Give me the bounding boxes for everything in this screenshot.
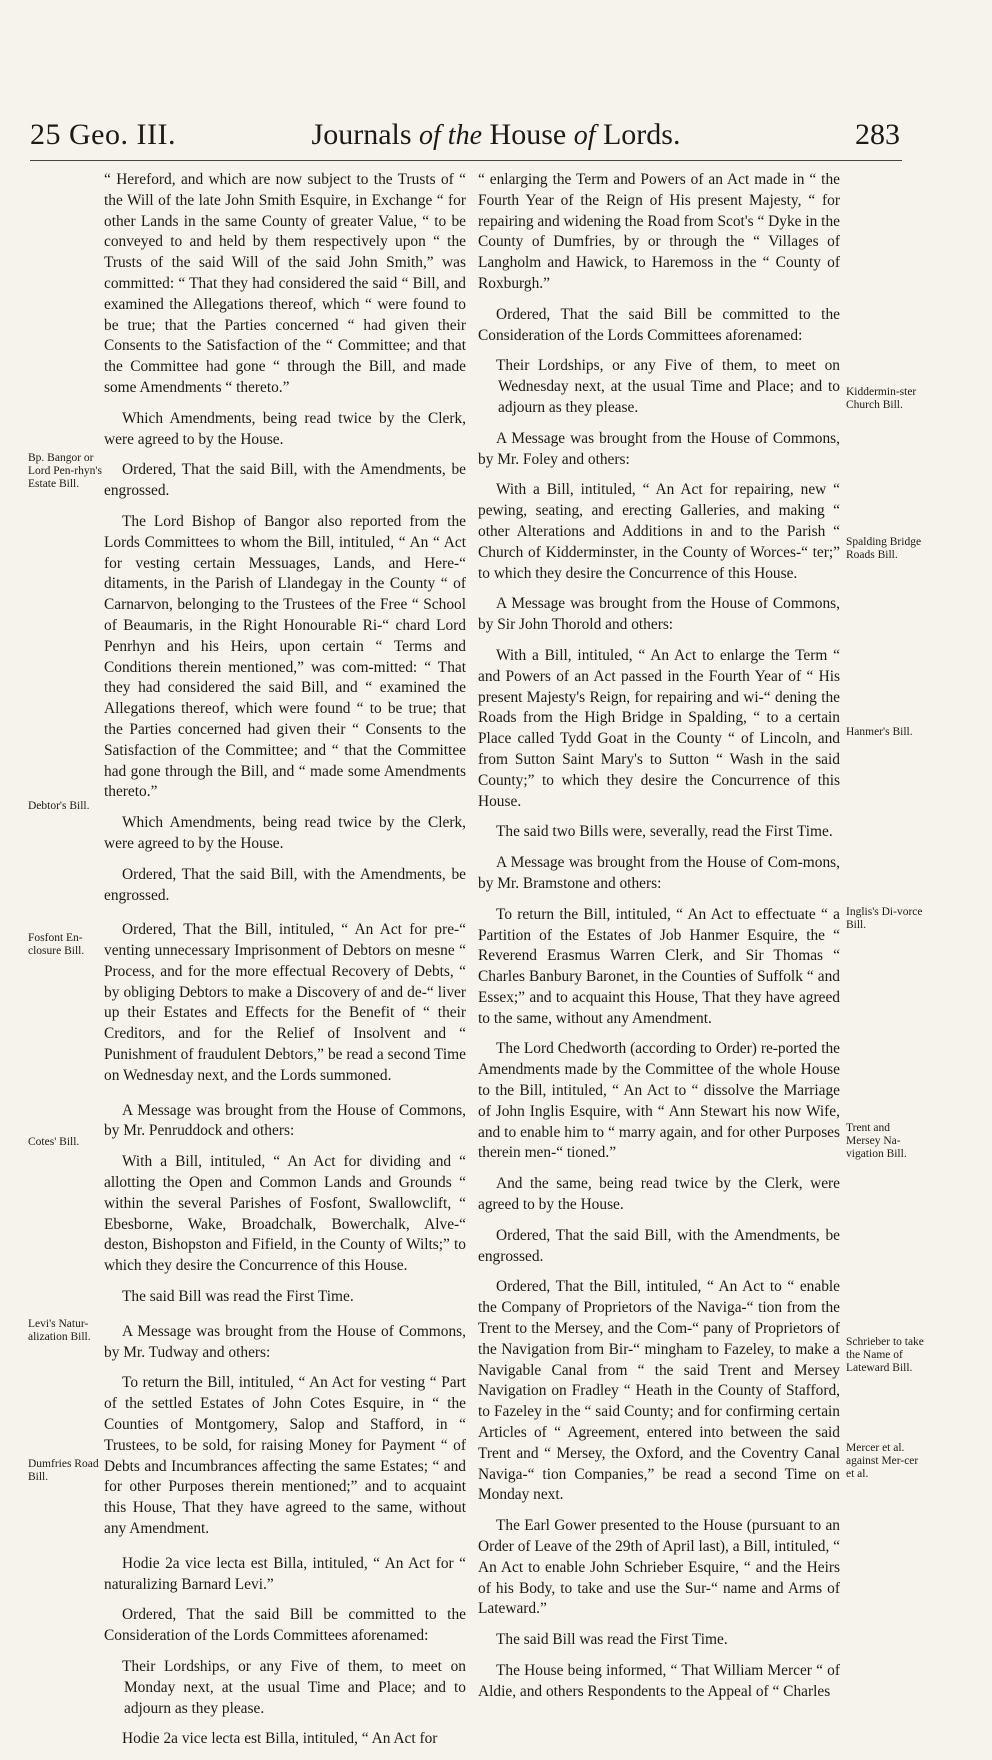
paragraph: The House being informed, “ That William Mercer “ of Aldie, and others Respondents to the Appeal of “ Charles — [478, 1662, 840, 1700]
paragraph: A Message was brought from the House of Commons, by Mr. Foley and others: — [478, 429, 840, 468]
journal-title — [0, 118, 992, 152]
paragraph: A Message was brought from the House of Commons, by Mr. Tudway and others: — [104, 1322, 466, 1361]
margin-note: Debtor's Bill. — [28, 800, 90, 812]
paragraph: Which Amendments, being read twice by the Clerk, were agreed to by the House. — [104, 814, 466, 852]
title-word-journals: Journals — [311, 118, 412, 151]
margin-note: Dumfries Road Bill. — [28, 1458, 99, 1483]
paragraph: With a Bill, intituled, “ An Act to enlarge the Term “ and Powers of an Act passed in the Fourth Year of “ His present Majesty's Reign, for repairing and wi-“ dening the Roads from the High Bridge in Spalding, “ to a certain Place called Tydd Goat in the County “ of Lincoln, and from Sutton Saint Mary's to Sutton “ Wash in the said County;” to which they desire the Concurrence of this House. — [478, 646, 840, 810]
paragraph: With a Bill, intituled, “ An Act for dividing and “ allotting the Open and Common Lands and Grounds “ within the several Parishes of Fosfont, Swallowclift, “ Ebesborne, Wake, Broadchalk, Bowerchalk, Alve-“ deston, Bishopston and Fifield, in the County of Wilts;” to which they desire the Concurrence of this House. — [104, 1153, 466, 1275]
page-header — [0, 118, 992, 158]
paragraph: Ordered, That the said Bill be committed to the Consideration of the Lords Committees aforenamed: — [478, 305, 840, 344]
paragraph: And the same, being read twice by the Clerk, were agreed to by the House. — [478, 1175, 840, 1214]
title-word-house: House — [489, 118, 567, 151]
paragraph: The said two Bills were, severally, read the First Time. — [496, 823, 833, 841]
margin-note: Bp. Bangor or Lord Pen-rhyn's Estate Bill. — [28, 452, 102, 490]
title-word-of: of — [573, 120, 596, 151]
margin-note: Levi's Natur-alization Bill. — [28, 1318, 91, 1343]
title-word-of-the: of the — [419, 120, 483, 151]
paragraph: “ enlarging the Term and Powers of an Act made in “ the Fourth Year of the Reign of His present Majesty, “ for repairing and widening the Road from Scot's “ Dyke in the County of Dumfries, by or through the “ Villages of Langholm and Hawick, to Haremoss in the “ County of Roxburgh.” — [478, 171, 840, 292]
margin-note: Schrieber to take the Name of Lateward Bill. — [846, 1336, 924, 1374]
paragraph: The Lord Bishop of Bangor also reported from the Lords Committees to whom the Bill, intituled, “ An “ Act for vesting certain Messuages, Lands, and Here-“ ditaments, in the Parish of Llandegay in the County “ of Carnarvon, belonging to the Trustees of the Free “ School of Beaumaris, in the Right Honourable Ri-“ chard Lord Penrhyn and his Heirs, upon certain “ Terms and Conditions therein mentioned,” was com-mitted: “ That they had considered the said Bill, and “ examined the Allegations thereof, which were found “ to be true; that the Parties concerned had given their “ Consents to the Satisfaction of the Committee; and “ that the Committee had gone through the Bill, and “ made some Amendments thereto.” — [104, 512, 466, 801]
paragraph: To return the Bill, intituled, “ An Act for vesting “ Part of the settled Estates of John Cotes Esquire, in “ the Counties of Montgomery, Salop and Stafford, in “ Trustees, to be sold, for raising Money for Payment “ of Debts and Incumbrances affecting the same Estates; “ and for other Purposes therein mentioned;” and to acquaint this House, That they have agreed to the same, without any Amendment. — [104, 1374, 466, 1538]
paragraph: Which Amendments, being read twice by the Clerk, were agreed to by the House. — [104, 409, 466, 448]
margin-note: Mercer et al. against Mer-cer et al. — [846, 1442, 919, 1480]
paragraph: A Message was brought from the House of Com-mons, by Mr. Bramstone and others: — [478, 854, 840, 892]
margin-note: Spalding Bridge Roads Bill. — [846, 536, 922, 561]
right-column — [478, 170, 840, 1713]
page-number: 283 — [855, 118, 900, 151]
paragraph: The Earl Gower presented to the House (pursuant to an Order of Leave of the 29th of April last), a Bill, intituled, “ An Act to enable John Schrieber Esquire, “ and the Heirs of his Body, to take and use the Sur-“ name and Arms of Lateward.” — [478, 1517, 841, 1618]
paragraph: Ordered, That the said Bill be committed to the Consideration of the Lords Committees aforenamed: — [104, 1606, 466, 1645]
session-label: 25 Geo. III. — [30, 118, 176, 151]
paragraph: To return the Bill, intituled, “ An Act to effectuate “ a Partition of the Estates of Job Hanmer Esquire, the “ Reverend Erasmus Warren Clerk, and Sir Thomas “ Charles Banbury Baronet, in the Counties of Suffolk “ and Essex;” and to acquaint this House, That they have agreed to the same, without any Amendment. — [478, 905, 840, 1027]
paragraph: Hodie 2a vice lecta est Billa, intituled, “ An Act for — [122, 1730, 438, 1748]
paragraph: The said Bill was read the First Time. — [122, 1288, 354, 1306]
paragraph: Ordered, That the said Bill, with the Amendments, be engrossed. — [104, 461, 466, 500]
margin-note: Trent and Mersey Na-vigation Bill. — [846, 1122, 907, 1160]
paragraph: Ordered, That the said Bill, with the Amendments, be engrossed. — [478, 1226, 840, 1265]
margin-note: Kiddermin-ster Church Bill. — [846, 386, 917, 411]
paragraph: The said Bill was read the First Time. — [496, 1631, 728, 1649]
left-column — [104, 170, 466, 1760]
paragraph: Ordered, That the Bill, intituled, “ An Act to “ enable the Company of Proprietors of the Naviga-“ tion from the Trent to the Mersey, and the Com-“ pany of Proprietors of the Navigation from Bir-“ mingham to Fazeley, to make a Navigable Canal from “ the said Trent and Mersey Navigation on Fradley “ Heath in the County of Stafford, to Fazeley in the “ said County; and for confirming certain Articles of “ Agreement, entered into between the said Trent and “ Mersey, the Oxford, and the Coventry Canal Naviga-“ tion Companies,” be read a second Time on Monday next. — [478, 1278, 840, 1504]
paragraph: Their Lordships, or any Five of them, to meet on Wednesday next, at the usual Time and Place; and to adjourn as they please. — [496, 357, 840, 416]
paragraph: With a Bill, intituled, “ An Act for repairing, new “ pewing, seating, and erecting Galleries, and making “ other Alterations and Additions in and to the Parish “ Church of Kidderminster, in the County of Worces-“ ter;” to which they desire the Concurrence of this House. — [478, 481, 840, 582]
paragraph: Ordered, That the said Bill, with the Amendments, be engrossed. — [104, 865, 466, 904]
paragraph: “ Hereford, and which are now subject to the Trusts of “ the Will of the late John Smith Esquire, in Exchange “ for other Lands in the same County of greater Value, “ to be conveyed to and held by them respectively upon “ the Trusts of the said Will of the said John Smith,” was committed: “ That they had considered the said “ Bill, and examined the Allegations thereof, which “ were found to be true; that the Parties concerned “ had given their Consents to the Satisfaction of the “ Committee; and that the Committee had gone “ through the Bill, and made some Amendments “ thereto.” — [104, 171, 466, 396]
paragraph: The Lord Chedworth (according to Order) re-ported the Amendments made by the Committee of the whole House to the Bill, intituled, “ An Act to “ dissolve the Marriage of John Inglis Esquire, with “ Ann Stewart his now Wife, and to enable him to “ marry again, and for other Purposes therein men-“ tioned.” — [478, 1040, 840, 1162]
paragraph: Their Lordships, or any Five of them, to meet on Monday next, at the usual Time and Place; and to adjourn as they please. — [122, 1658, 466, 1717]
paragraph: A Message was brought from the House of Commons, by Mr. Penruddock and others: — [104, 1101, 466, 1140]
paragraph: Hodie 2a vice lecta est Billa, intituled, “ An Act for “ naturalizing Barnard Levi.” — [104, 1554, 466, 1593]
title-word-lords: Lords. — [602, 118, 681, 151]
margin-note: Hanmer's Bill. — [846, 726, 913, 738]
paragraph: Ordered, That the Bill, intituled, “ An Act for pre-“ venting unnecessary Imprisonment of Debtors on mesne “ Process, and for the more effectual Recovery of Debts, “ by obliging Debtors to make a Discovery of and de-“ liver up their Estates and Effects for the Benefit of “ their Creditors, and for the Relief of Insolvent and “ Punishment of fraudulent Debtors,” be read a second Time on Wednesday next, and the Lords summoned. — [104, 921, 466, 1084]
header-rule — [30, 160, 902, 161]
margin-note: Inglis's Di-vorce Bill. — [846, 906, 923, 931]
margin-note: Fosfont En-closure Bill. — [28, 932, 85, 957]
margin-note: Cotes' Bill. — [28, 1136, 80, 1148]
paragraph: A Message was brought from the House of Commons, by Sir John Thorold and others: — [478, 595, 840, 634]
